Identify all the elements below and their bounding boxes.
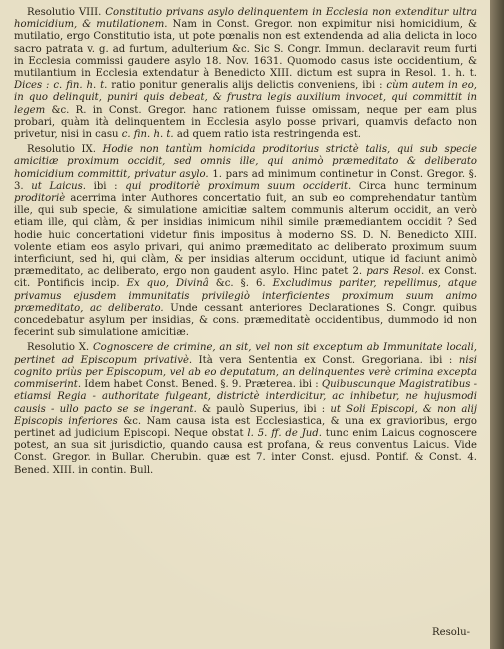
text-run: Resolutio VIII. — [27, 7, 106, 18]
text-run: tunc enim Laicus cognoscere potest, an sua sit jurisdictio, quando causa est profana, & reus conventus Laicus. Vide Const. Gregor. in Bullar. Cherubin. quæ est 7. inter Const. ejusd. Pontif. & Const. 4. Bened. XIII. in contin. Bull. — [14, 427, 477, 476]
italic-text-run: c. fin. h. t. — [121, 129, 174, 141]
italic-text-run: cùm autem in eo, in quo delinquit, puniri quis debeat, & frustra legis auxilium invocet, qui committit in legem — [14, 80, 477, 116]
paragraph-resolutio-8 — [14, 7, 477, 141]
italic-text-run: Cognoscere de crimine, an sit, vel non sit exceptum ab Immunitate locali, pertinet ad Episcopum privativè. — [14, 342, 478, 366]
text-run: Idem habet Const. Bened. §. 9. Præterea. ibi : — [81, 379, 322, 391]
text-run: ad quem ratio ista restringenda est. — [173, 129, 361, 141]
italic-text-run: Excludimus pariter, repellimus, atque privamus ejusdem immunitatis privilegiò interficientes proximum suum animo præmeditato, ac deliberato. — [14, 278, 477, 314]
text-run: &c. §. 6. — [208, 278, 273, 290]
text-run: acerrima inter Authores concertatio fuit, an sub eo comprehendatur tantùm ille, qui sub specie, & simulatione amicitiæ saltem communis alterum occidit, an verò etiam ille, qui clàm, & per insidias inimicum nihil simile præmediantem occidit ? Sed hodie huic concertationi videtur finis impositus à moderno SS. D. N. Benedicto XIII. volente etiam eos asylo privari, qui animo præmeditato ac deliberato proximum suum interficiunt, sed hi, qui clàm, & per insidias alterum occidunt, utique id faciunt animò præmeditato, ac deliberato, ergo non gaudent asylo. Hinc patet 2. — [14, 193, 477, 278]
italic-text-run: l. 5. ff. de Jud. — [247, 427, 322, 439]
book-gutter-edge — [490, 0, 504, 649]
text-run: Unde cessant anteriores Declarationes S. Congr. quibus concedebatur asylum per insidias, & cons. præmeditatè occidentibus, dummodo id non fecerint sub simulatione amicitiæ. — [14, 302, 477, 339]
text-run: &c. R. in Const. Gregor. hanc rationem fuisse omissam, neque per eam plus probari, quàm ità delinquentem in Ecclesia asylo posse privari, quamvis defacto non privetur, nisi in casu — [14, 104, 477, 141]
italic-text-run: Ex quo, Divinâ — [126, 278, 209, 290]
italic-text-run: qui proditoriè proximum suum occiderit. — [125, 180, 352, 192]
italic-text-run: pars Resol. — [366, 266, 425, 278]
paragraph-resolutio-10 — [14, 342, 477, 476]
text-run: Ità vera Sententia ex Const. Gregoriana. ibi : — [192, 354, 459, 366]
italic-text-run: Hodie non tantùm homicida proditorius strictè talis, qui sub specie amicitiæ proximum occidit, sed omnis ille, qui animò præmeditato & deliberato homicidium committit, privatur asylo. — [14, 144, 477, 180]
italic-text-run: Quibuscunque Magistratibus - etiamsi Regia - authoritate fulgeant, districtè interdicitur, ac inhibetur, ne hujusmodi causis - ullo pacto se se ingerant. — [14, 379, 477, 415]
text-run: Resolutio X. — [27, 342, 93, 354]
page-body-text — [14, 7, 477, 477]
text-run: Nam in Const. Gregor. non expimitur nisi homicidium, & mutilatio, ergo Constitutio ista, ut pote pœnalis non est extendenda ad alia delicta in loco sacro patrata v. g. ad furtum, adulterium &c. Sic S. Congr. Immun. declaravit reum furti in Ecclesia commissi gaudere asylo 18. Nov. 1631. Quomodo casus iste occidentium, & mutilantium in Ecclesia extendatur à Benedicto XIII. dictum est supra in Resol. 1. h. t. — [14, 19, 477, 80]
catchword: Resolu- — [432, 627, 470, 638]
italic-text-run: proditoriè — [14, 193, 66, 205]
text-run: Circa hunc terminum — [351, 180, 477, 192]
italic-text-run: Constitutio privans asylo delinquentem in Ecclesia non extenditur ultra homicidium, & mutilationem. — [14, 7, 477, 31]
italic-text-run: nisi cognito priùs per Episcopum, vel ab eo deputatum, an delinquentes verè crimina excepta commiserint. — [14, 354, 477, 391]
text-run: ratio ponitur generalis alijs delictis conveniens, ibi : — [107, 80, 387, 92]
text-run: Resolutio IX. — [27, 144, 103, 156]
text-run: & paulò Superius, ibi : — [196, 403, 331, 415]
text-run: 1. pars ad minimum continetur in Const. Gregor. §. 3. — [14, 168, 477, 192]
italic-text-run: Dices : c. fin. h. t. — [14, 80, 108, 92]
paragraph-resolutio-9 — [14, 144, 477, 339]
text-run: . ibi : — [82, 180, 126, 192]
italic-text-run: ut Laicus — [31, 180, 83, 192]
italic-text-run: ut Soli Episcopi, & non alij Episcopis inferiores — [14, 403, 477, 427]
text-run: &c. Nam causa ista est Ecclesiastica, & una ex gravioribus, ergo pertinet ad judicium Episcopi. Neque obstat — [14, 415, 477, 439]
text-run: ex Const. cit. Pontificis incip. — [14, 266, 477, 290]
